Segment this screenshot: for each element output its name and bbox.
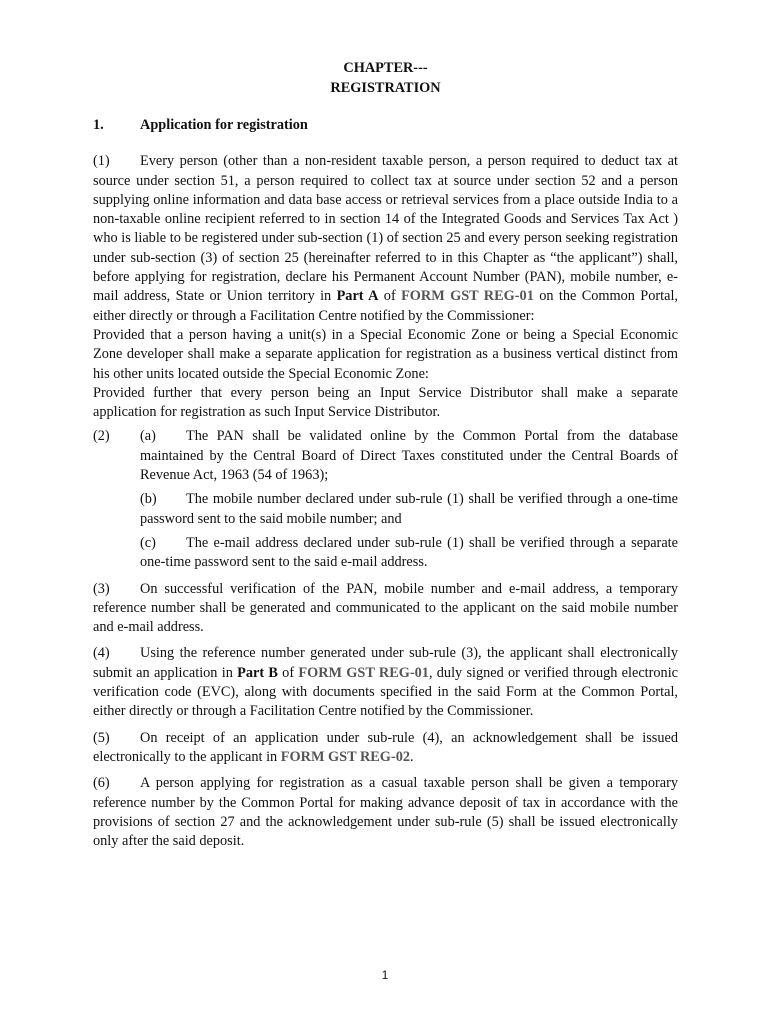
subrule-2-number: (2) <box>93 428 110 445</box>
subrule-3-text: On successful verification of the PAN, mobile number and e-mail address, a temporary reference number shall be generated and communicated to the applicant on the said mobile number and e-mail address. <box>93 580 678 636</box>
subrule-6-text: A person applying for registration as a casual taxable person shall be given a temporary reference number by the Common Portal for making advance deposit of tax in accordance with the provisions of section 27 and the acknowledgement under sub-rule (5) shall be issued electronically only after the said deposit. <box>93 775 678 850</box>
clause-b-text: The mobile number declared under sub-rule (1) shall be verified through a one-time password sent to the said mobile number; and <box>140 491 678 527</box>
clause-c-label: (c) <box>140 534 156 551</box>
subrule-1-of: of <box>378 288 402 305</box>
subrule-1 <box>93 152 678 326</box>
form-reference-reg01: FORM GST REG-01 <box>401 288 534 305</box>
proviso-2: Provided further that every person being an Input Service Distributor shall make a separate application for registration as such Input Service Distributor. <box>93 384 678 421</box>
chapter-heading <box>93 58 678 98</box>
clause-c <box>140 534 678 573</box>
clause-a-label: (a) <box>140 428 156 445</box>
subrule-5-text-a: On receipt of an application under sub-rule (4), an acknowledgement shall be issued electronically to the applicant in <box>93 729 678 765</box>
chapter-label: CHAPTER--- <box>343 60 428 76</box>
clause-b <box>140 490 678 529</box>
subrule-4-text-b: , duly signed or verified through electronic verification code (EVC), along with documents specified in the said Form at the Common Portal, either directly or through a Facilitation Centre notified by the Commissioner. <box>93 664 679 720</box>
subrule-5-text-b: . <box>410 748 414 765</box>
subrule-6-number: (6) <box>93 775 110 792</box>
chapter-title: REGISTRATION <box>330 80 441 96</box>
subrule-4-of: of <box>277 664 299 681</box>
form-reference-reg01-b: FORM GST REG-01 <box>298 664 429 681</box>
subrule-5 <box>93 729 678 768</box>
part-b-label: Part B <box>237 664 278 681</box>
document-page <box>93 58 678 851</box>
subrule-6 <box>93 774 678 851</box>
subrule-4 <box>93 644 678 721</box>
proviso-1: Provided that a person having a unit(s) in a Special Economic Zone or being a Special Economic Zone developer shall make a separate application for registration as a business vertical distinct from his other units located outside the Special Economic Zone: <box>93 326 678 382</box>
subrule-2-body <box>140 427 678 572</box>
subrule-1-number: (1) <box>93 153 110 170</box>
form-reference-reg02: FORM GST REG-02 <box>280 748 410 765</box>
subrule-4-text-a: Using the reference number generated under sub-rule (3), the applicant shall electronically submit an application in <box>93 645 678 681</box>
clause-a-text: The PAN shall be validated online by the Common Portal from the database maintained by the Central Board of Direct Taxes constituted under the Central Boards of Revenue Act, 1963 (54 of 1963); <box>140 428 678 484</box>
subrule-1-text-b: on the Common Portal, either directly or through a Facilitation Centre notified by the Commissioner: <box>93 288 678 324</box>
section-title: Application for registration <box>140 117 308 133</box>
clause-a <box>140 427 678 485</box>
section-heading <box>93 116 678 135</box>
clause-b-label: (b) <box>140 491 157 508</box>
section-number: 1. <box>93 117 104 133</box>
subrule-2 <box>93 427 678 572</box>
subrule-1-text-a: Every person (other than a non-resident taxable person, a person required to deduct tax at source under section 51, a person required to collect tax at source under section 52 and a person supplying online information and data base access or retrieval services from a place outside India to a non-taxable online recipient referred to in section 14 of the Integrated Goods and Services Tax Act ) who is liable to be registered under sub-section (1) of section 25 and every person seeking registration under sub-section (3) of section 25 (hereinafter referred to in this Chapter as “the applicant”) shall, before applying for registration, declare his Permanent Account Number (PAN), mobile number, e-mail address, State or Union territory in <box>93 153 678 305</box>
subrule-4-number: (4) <box>93 645 110 662</box>
subrule-3-number: (3) <box>93 580 110 597</box>
part-a-label: Part A <box>336 288 379 305</box>
page-number: 1 <box>381 968 389 982</box>
subrule-3 <box>93 580 678 638</box>
subrule-5-number: (5) <box>93 729 110 746</box>
clause-c-text: The e-mail address declared under sub-rule (1) shall be verified through a separate one-time password sent to the said e-mail address. <box>140 534 678 571</box>
